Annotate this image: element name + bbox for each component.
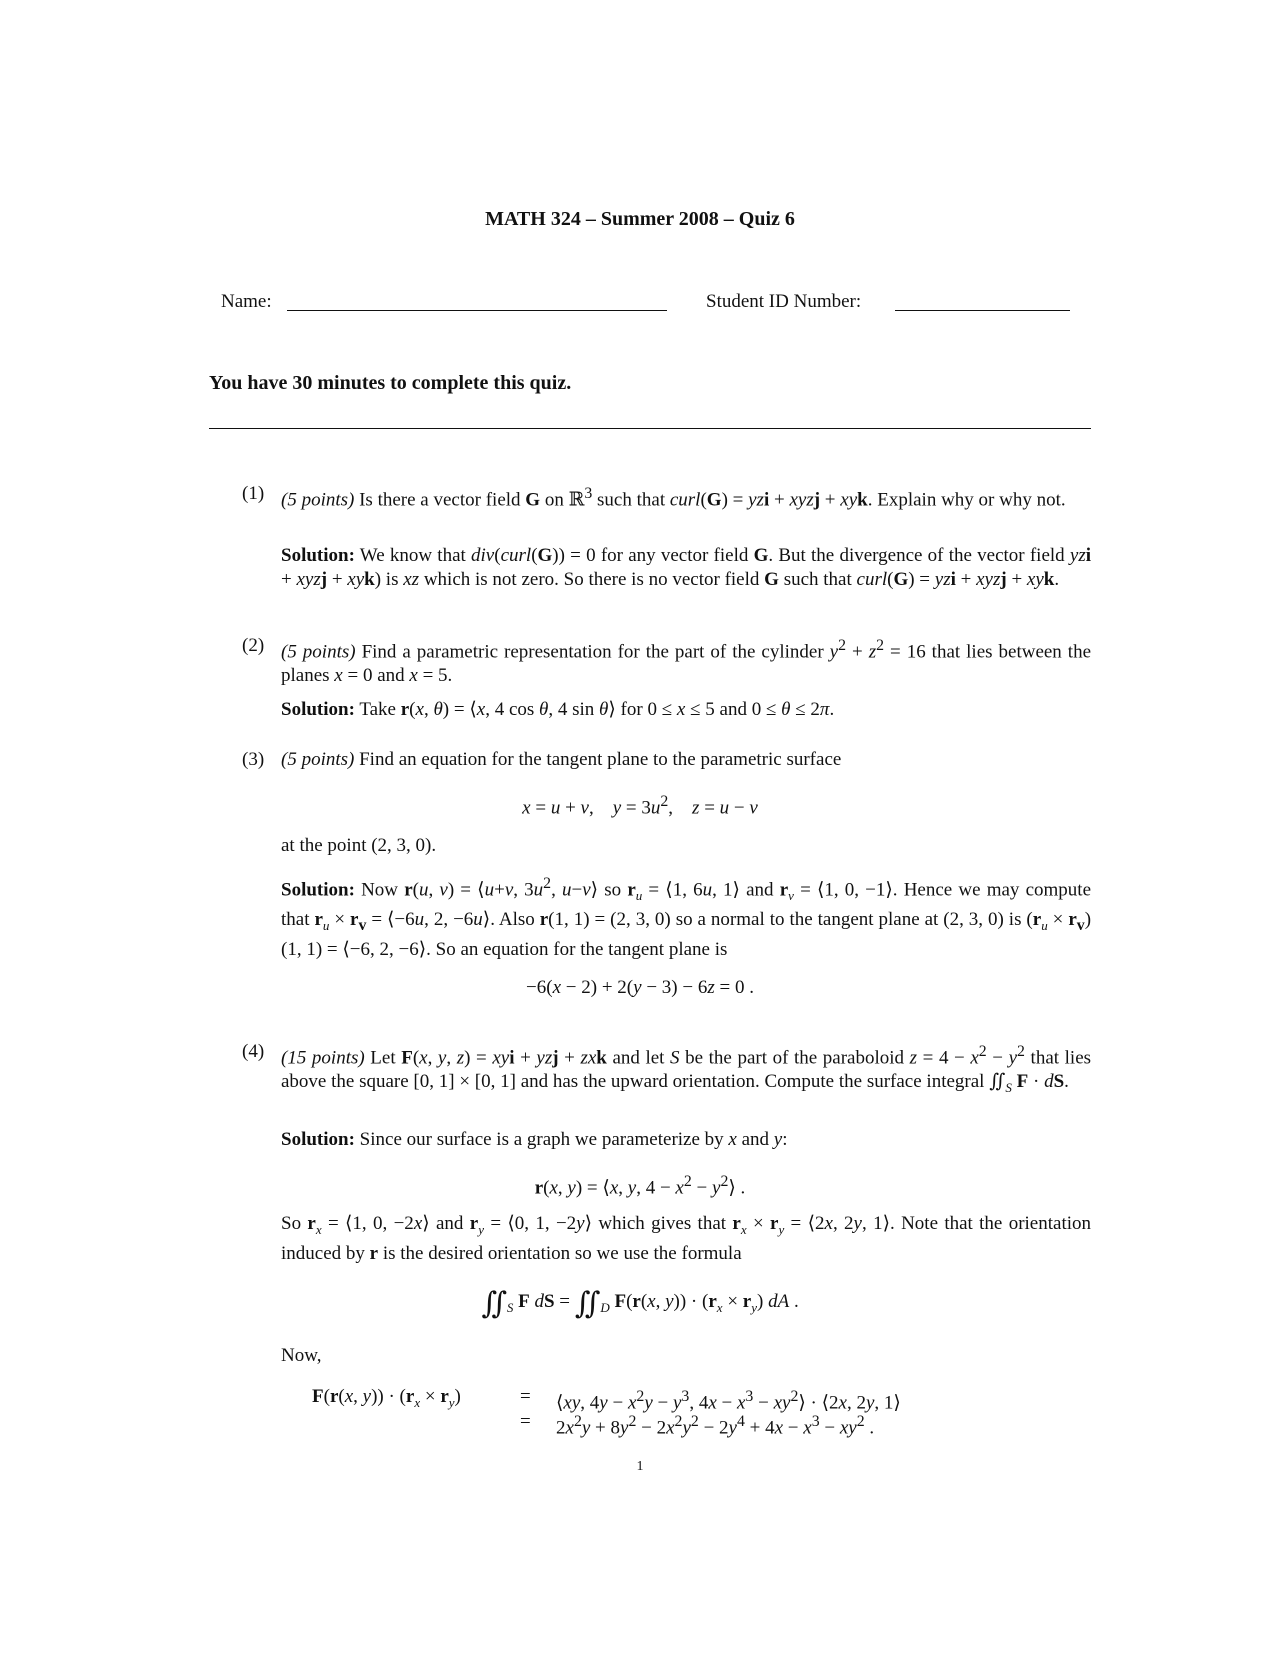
problem-4-cross-product-text: So $r_x$ = ⟨1, 0, −2x⟩ and $r_y$ = ⟨0, 1, −2y⟩ which gives that $r_x \times r_y$ = ⟨2x, 2y, 1⟩. Note that the orientation induced by r is the desired orientation so we use the formula [281,1213,1092,1264]
problem-2-solution: Solution: Take r(x, θ) = ⟨x, 4 cos θ, 4 sin θ⟩ for 0 ≤ x ≤ 5 and 0 ≤ θ ≤ 2π. [281,699,835,720]
problem-1-number: (1) [242,483,265,504]
problem-2-points: (5 points) [281,641,356,663]
problem-1-points: (5 points) [281,489,355,511]
problem-3-plane-is: plane is [668,938,728,960]
problem-4-points: (15 points) [281,1047,365,1069]
student-id-blank-line[interactable] [895,310,1070,311]
problem-2-number: (2) [242,635,265,656]
problem-4-dot-product-lhs: F(r(x, $y)) \cdot (r_x \times r_y)$ [312,1386,461,1410]
problem-4-solution-intro: Solution: Since our surface is a graph we parameterize by x and y: [281,1129,788,1150]
problem-4-dot-product-rhs-2: $2x^2y + 8y^2 - 2x^2y^2 - 2y^4 + 4x - x^3 - xy^2$ . [556,1413,875,1439]
problem-4-statement: (15 points) Let F(x, y, z) = xyi + yzj + zxk and let S be the part of the paraboloid $z = 4 - x^2 - y^2$ that lies above the square [0, 1] × [0, 1] and has the upward orientation. Compute the surface integral $∬_S$ F · dS. [281,1043,1092,1096]
problem-4-solution-label: Solution: [281,1129,355,1150]
problem-1-solution-label: Solution: [281,545,355,566]
name-blank-line[interactable] [287,310,667,311]
problem-4-dot-product-rhs-1: ⟨xy, $4y - x^2y - y^3$, $4x - x^3$ − $xy^2⟩$ · ⟨2x, 2y, 1⟩ [556,1388,901,1414]
student-id-label: Student ID Number: [706,291,862,312]
problem-3-point-text: at the point (2, 3, 0). [281,835,437,856]
problem-1-statement: (5 points) Is there a vector field G on ℝ$^3$ such that curl(G) = yzi + xyzj + xyk. Explain why or why not. [281,485,1066,511]
page-number: 1 [636,1459,644,1474]
problem-2-statement: (5 points) Find a parametric representation for the part of the cylinder $y^2 + z^2 = 16$ that lies between the planes x = 0 and x = 5. [281,637,1091,687]
time-notice: You have 30 minutes to complete this quiz. [209,372,572,394]
problem-4-surface-integral-formula: $∬_S$ F dS = $∬_D$ F(r(x, $y)) \cdot (r_x \times r_y)$ dA . [481,1287,799,1320]
problem-2-solution-label: Solution: [281,699,355,720]
header-divider [209,428,1091,429]
quiz-title: MATH 324 – Summer 2008 – Quiz 6 [485,208,795,230]
problem-4-parameterization: r(x, y) = ⟨x, y, $4 - x^2$ − $y^2⟩$ . [534,1173,746,1199]
problem-3-points: (5 points) [281,749,355,770]
problem-3-solution: Solution: Now r(u, v) = ⟨u+v, $3u^2$, u−v⟩ so $r_u$ = ⟨1, 6u, 1⟩ and $r_v$ = ⟨1, 0, −1⟩. Hence we may compute that $r_u \times r_v$ = ⟨−6u, 2, −6u⟩. Also r(1, 1) = (2, 3, 0) so a normal to the tangent plane at (2, 3, 0) is $(r_u \times r_v)(1$, 1) = ⟨−6, 2, −6⟩. So an equation for the tangent plane is [281,875,1092,960]
problem-3-tangent-plane-equation: −6(x − 2) + 2(y − 3) − 6z = 0 . [526,977,754,998]
name-label: Name: [221,291,272,312]
problem-1-solution: Solution: We know that div(curl(G)) = 0 for any vector field G. But the divergence of the vector field yzi + xyzj + xyk) is xz which is not zero. So there is no vector field G such that curl(G) = yzi + xyzj + xyk. [281,545,1091,590]
problem-3-statement: (5 points) Find an equation for the tangent plane to the parametric surface [281,749,842,770]
problem-4-number: (4) [242,1041,265,1062]
problem-3-number: (3) [242,749,265,770]
problem-3-surface-equation: x = u + v, $y = 3u^2$, z = u − v [522,793,758,819]
problem-4-equals-2: = [520,1411,531,1432]
problem-4-now: Now, [281,1345,322,1366]
problem-3-solution-label: Solution: [281,879,355,901]
problem-4-equals-1: = [520,1386,531,1407]
